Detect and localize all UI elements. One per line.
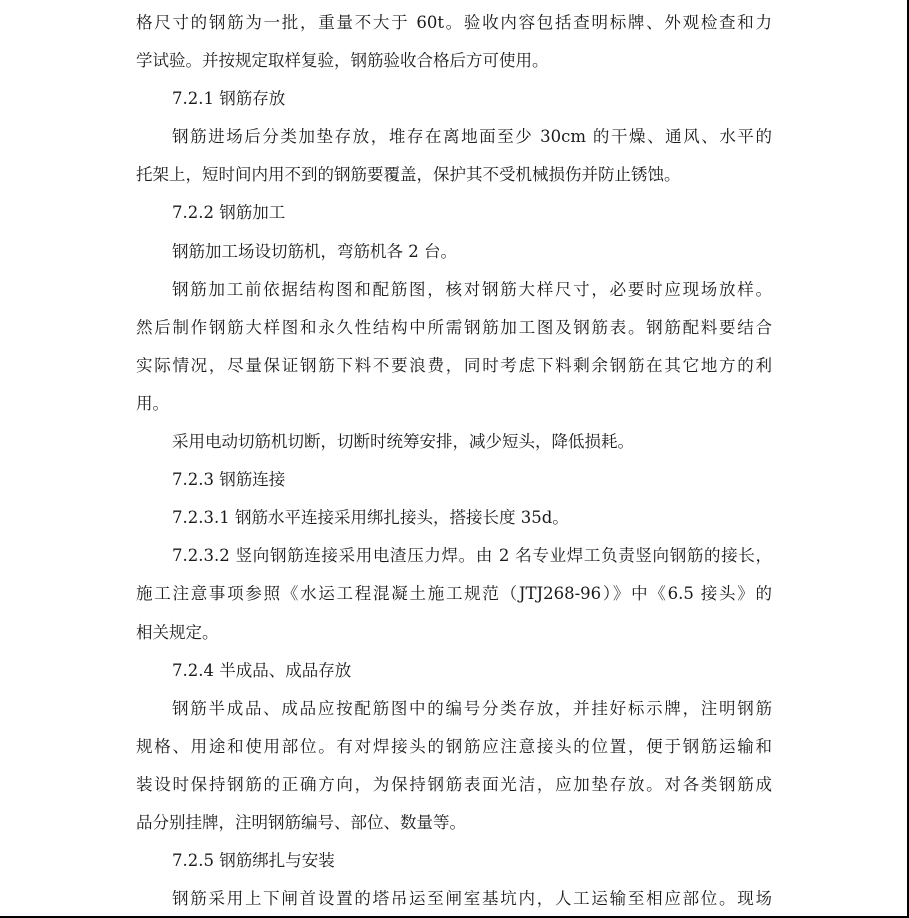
text-line: 钢筋进场后分类加垫存放，堆存在离地面至少 30cm 的干燥、通风、水平的 xyxy=(172,127,772,147)
text-line: 品分别挂牌，注明钢筋编号、部位、数量等。 xyxy=(136,812,466,832)
text-line: 然后制作钢筋大样图和永久性结构中所需钢筋加工图及钢筋表。钢筋配料要结合 xyxy=(136,317,772,337)
section-heading: 7.2.1 钢筋存放 xyxy=(172,89,286,109)
text-line: 实际情况，尽量保证钢筋下料不要浪费，同时考虑下料剩余钢筋在其它地方的利 xyxy=(136,355,772,375)
text-line: 学试验。并按规定取样复验，钢筋验收合格后方可使用。 xyxy=(136,51,549,71)
text-line: 施工注意事项参照《水运工程混凝土施工规范（JTJ268-96）》中《6.5 接头》的 xyxy=(136,584,772,604)
text-line: 7.2.3.2 竖向钢筋连接采用电渣压力焊。由 2 名专业焊工负责竖向钢筋的接长， xyxy=(172,546,772,566)
text-line: 钢筋加工前依据结构图和配筋图，核对钢筋大样尺寸，必要时应现场放样。 xyxy=(172,279,772,299)
text-line: 相关规定。 xyxy=(136,622,219,642)
text-line: 钢筋采用上下闸首设置的塔吊运至闸室基坑内，人工运输至相应部位。现场 xyxy=(172,889,772,909)
text-line: 规格、用途和使用部位。有对焊接头的钢筋应注意接头的位置，便于钢筋运输和 xyxy=(136,736,772,756)
text-line: 钢筋半成品、成品应按配筋图中的编号分类存放，并挂好标示牌，注明钢筋 xyxy=(172,698,772,718)
section-heading: 7.2.5 钢筋绑扎与安装 xyxy=(172,851,335,871)
text-line: 采用电动切筋机切断，切断时统筹安排，减少短头，降低损耗。 xyxy=(172,432,634,452)
text-line: 7.2.3.1 钢筋水平连接采用绑扎接头，搭接长度 35d。 xyxy=(172,508,569,528)
section-heading: 7.2.2 钢筋加工 xyxy=(172,203,286,223)
text-line: 托架上，短时间内用不到的钢筋要覆盖，保护其不受机械损伤并防止锈蚀。 xyxy=(136,165,681,185)
document-body xyxy=(136,4,772,918)
section-heading: 7.2.4 半成品、成品存放 xyxy=(172,660,352,680)
section-heading: 7.2.3 钢筋连接 xyxy=(172,470,286,490)
text-line: 钢筋加工场设切筋机，弯筋机各 2 台。 xyxy=(172,241,457,261)
text-line: 装设时保持钢筋的正确方向，为保持钢筋表面光洁，应加垫存放。对各类钢筋成 xyxy=(136,774,772,794)
text-line: 格尺寸的钢筋为一批，重量不大于 60t。验收内容包括查明标牌、外观检查和力 xyxy=(136,13,772,32)
text-line: 用。 xyxy=(136,393,169,413)
